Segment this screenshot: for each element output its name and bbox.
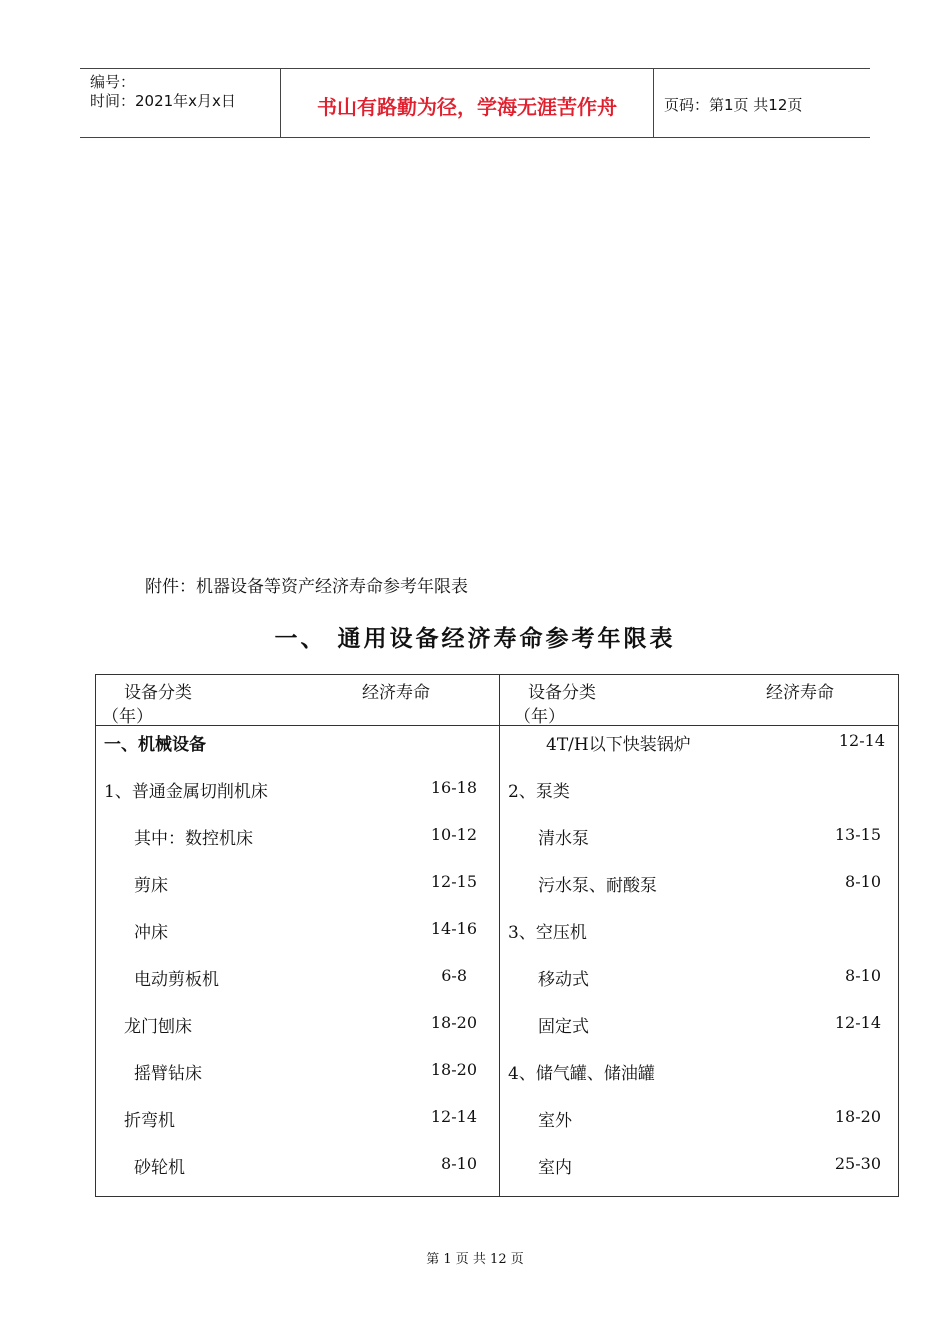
right-row-name: 3、空压机	[508, 923, 587, 943]
right-row-name: 4、储气罐、储油罐	[508, 1064, 655, 1084]
page-header	[80, 68, 870, 138]
attachment-note: 附件：机器设备等资产经济寿命参考年限表	[145, 577, 468, 597]
right-row-name: 室外	[538, 1111, 572, 1131]
header-page-cell	[654, 69, 870, 137]
right-row-name: 2、泵类	[508, 782, 570, 802]
lifespan-table	[95, 674, 899, 1197]
left-row-name: 1、普通金属切削机床	[104, 782, 268, 802]
right-row-name: 污水泵、耐酸泵	[538, 876, 657, 896]
left-header-unit: （年）	[102, 707, 153, 727]
left-row-value: 12-14	[430, 1107, 477, 1126]
left-row-value: 10-12	[430, 825, 477, 844]
right-row-value: 8-10	[845, 872, 881, 891]
header-divider	[96, 725, 898, 726]
left-row-name: 电动剪板机	[134, 970, 219, 990]
header-motto: 书山有路勤为径，学海无涯苦作舟	[317, 95, 617, 119]
page-footer: 第 1 页 共 12 页	[426, 1252, 524, 1267]
left-row-value: 18-20	[430, 1013, 477, 1032]
right-row-name: 室内	[538, 1158, 572, 1178]
header-page-number: 页码：第1页 共12页	[664, 96, 803, 114]
section-title: 一、 通用设备经济寿命参考年限表	[274, 625, 676, 652]
right-header-life: 经济寿命	[766, 683, 834, 703]
right-row-value: 25-30	[834, 1154, 881, 1173]
document-time-label: 时间：2021年x月x日	[90, 92, 236, 110]
right-row-name: 移动式	[538, 970, 589, 990]
left-row-name: 冲床	[134, 923, 168, 943]
column-divider	[499, 675, 500, 1196]
left-row-value: 14-16	[430, 919, 477, 938]
left-row-value: 18-20	[430, 1060, 477, 1079]
header-motto-cell	[281, 69, 654, 137]
right-row-name: 4T/H以下快装锅炉	[546, 735, 691, 755]
left-row-value: 6-8	[441, 966, 467, 985]
left-row-name: 一、机械设备	[104, 735, 206, 755]
right-row-name: 固定式	[538, 1017, 589, 1037]
left-row-name: 折弯机	[124, 1111, 175, 1131]
left-header-life: 经济寿命	[362, 683, 430, 703]
left-row-name: 摇臂钻床	[134, 1064, 202, 1084]
left-row-name: 龙门刨床	[124, 1017, 192, 1037]
left-row-name: 砂轮机	[134, 1158, 185, 1178]
right-row-value: 12-14	[838, 731, 885, 750]
header-meta-cell	[80, 69, 281, 137]
document-number-label: 编号：	[90, 73, 136, 91]
right-row-value: 18-20	[834, 1107, 881, 1126]
right-header-unit: （年）	[514, 707, 565, 727]
left-row-value: 12-15	[430, 872, 477, 891]
left-row-name: 剪床	[134, 876, 168, 896]
right-row-name: 清水泵	[538, 829, 589, 849]
left-header-category: 设备分类	[124, 683, 192, 703]
right-row-value: 8-10	[845, 966, 881, 985]
left-row-value: 16-18	[430, 778, 477, 797]
left-row-name: 其中：数控机床	[134, 829, 253, 849]
right-header-category: 设备分类	[528, 683, 596, 703]
right-row-value: 13-15	[834, 825, 881, 844]
left-row-value: 8-10	[441, 1154, 477, 1173]
right-row-value: 12-14	[834, 1013, 881, 1032]
